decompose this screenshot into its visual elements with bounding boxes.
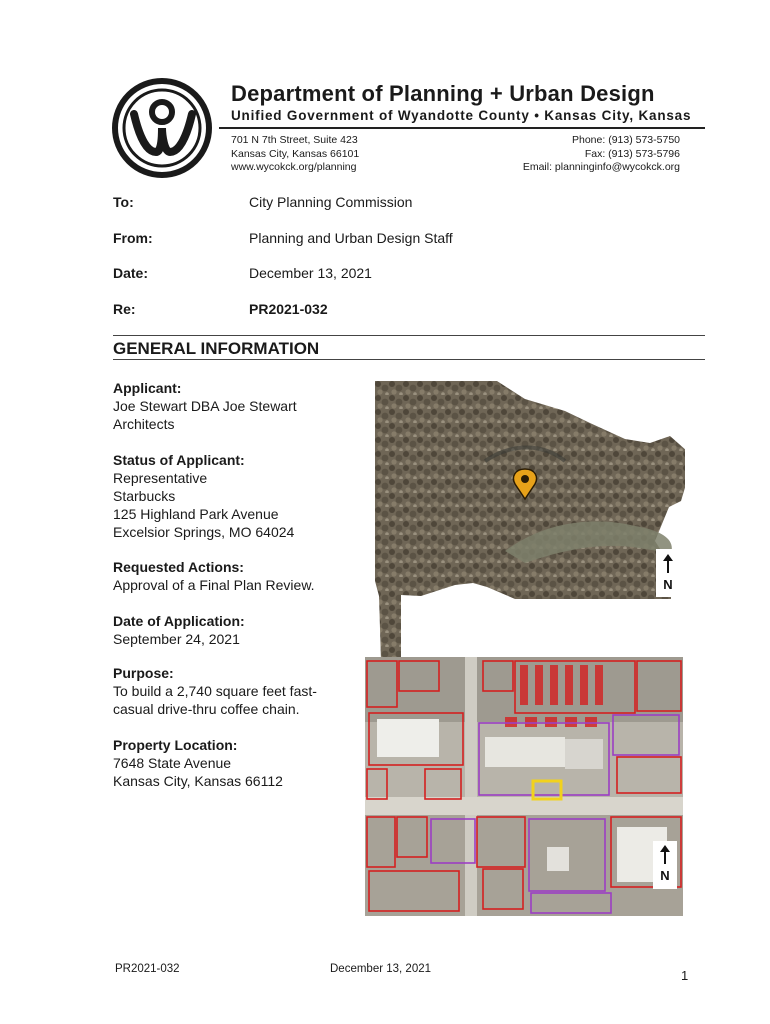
email-link[interactable]: Email: planninginfo@wycokck.org <box>522 161 680 173</box>
footer-date: December 13, 2021 <box>330 963 432 975</box>
from-label: From: <box>113 230 153 246</box>
website-link[interactable]: www.wycokck.org/planning <box>231 161 357 173</box>
re-value: PR2021-032 <box>249 301 328 317</box>
actions-block <box>113 558 348 594</box>
status-label: Status of Applicant: <box>113 452 245 468</box>
status-line-3: 125 Highland Park Avenue <box>113 506 279 522</box>
section-rule-top <box>113 335 705 336</box>
date-of-application-label: Date of Application: <box>113 613 245 629</box>
address-line-2: Kansas City, Kansas 66101 <box>231 147 360 160</box>
to-value: City Planning Commission <box>249 194 413 210</box>
section-rule-bottom <box>113 359 705 360</box>
status-line-1: Representative <box>113 470 208 486</box>
page-number: 1 <box>681 968 689 983</box>
vicinity-aerial-map <box>375 381 685 661</box>
purpose-line-2: casual drive-thru coffee chain. <box>113 701 300 717</box>
date-value: December 13, 2021 <box>249 265 372 281</box>
date-of-application-value: September 24, 2021 <box>113 631 240 647</box>
footer-case-number: PR2021-032 <box>115 963 180 975</box>
applicant-block <box>113 379 348 433</box>
actions-value: Approval of a Final Plan Review. <box>113 577 315 593</box>
phone-number: Phone: (913) 573-5750 <box>572 134 680 146</box>
property-location-label: Property Location: <box>113 737 238 753</box>
department-title: Department of Planning + Urban Design <box>231 81 655 106</box>
purpose-block <box>113 664 348 718</box>
status-line-4: Excelsior Springs, MO 64024 <box>113 524 295 540</box>
fax-number: Fax: (913) 573-5796 <box>584 147 680 160</box>
applicant-line-1: Joe Stewart DBA Joe Stewart <box>113 398 297 414</box>
date-of-application-block <box>113 612 348 648</box>
purpose-line-1: To build a 2,740 square feet fast- <box>113 683 317 699</box>
government-subtitle: Unified Government of Wyandotte County • Kansas City, Kansas <box>231 108 692 123</box>
contact-block <box>523 134 680 175</box>
to-label: To: <box>113 194 134 210</box>
status-line-2: Starbucks <box>113 488 176 504</box>
parcel-aerial-map <box>365 657 683 916</box>
header-rule <box>219 127 705 129</box>
property-location-block <box>113 736 348 790</box>
address-block <box>231 134 359 175</box>
north-label-2: N <box>660 868 670 883</box>
date-label: Date: <box>113 265 149 281</box>
property-location-line-2: Kansas City, Kansas 66112 <box>113 773 283 789</box>
wyandotte-county-logo <box>112 78 212 178</box>
status-block <box>113 451 348 541</box>
applicant-label: Applicant: <box>113 380 182 396</box>
address-line-1: 701 N 7th Street, Suite 423 <box>231 134 358 146</box>
north-label: N <box>663 577 673 592</box>
applicant-line-2: Architects <box>113 416 175 432</box>
property-location-line-1: 7648 State Avenue <box>113 755 232 771</box>
actions-label: Requested Actions: <box>113 559 244 575</box>
from-value: Planning and Urban Design Staff <box>249 230 453 246</box>
general-information-heading: GENERAL INFORMATION <box>113 339 320 358</box>
purpose-label: Purpose: <box>113 665 174 681</box>
re-label: Re: <box>113 301 136 317</box>
